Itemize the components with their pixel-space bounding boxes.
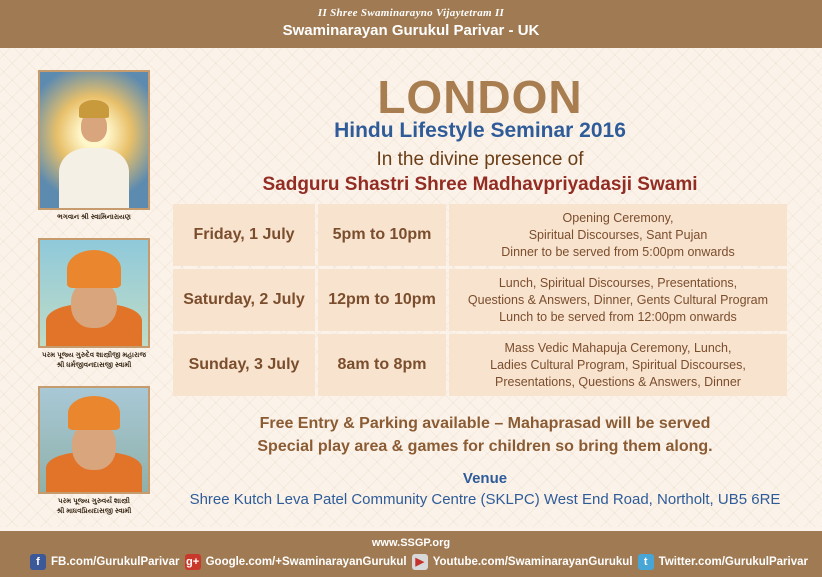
robe-shape	[59, 148, 129, 208]
schedule-table	[170, 201, 790, 399]
google-plus-icon: g+	[186, 556, 200, 568]
twitter-icon: t	[638, 554, 654, 570]
turban-shape	[68, 396, 120, 430]
social-links	[0, 554, 822, 570]
youtube-icon: ▶	[412, 554, 428, 570]
info-children-play-area: Special play area & games for children so bring them along.	[257, 438, 713, 455]
header-bar	[0, 0, 822, 48]
table-row	[173, 334, 787, 396]
schedule-line: Opening Ceremony,	[562, 210, 674, 225]
portrait-madhavpriyadasji-swami	[38, 386, 150, 494]
schedule-description	[449, 269, 787, 331]
social-link-text: FB.com/GurukulParivar	[51, 556, 180, 568]
schedule-line: Presentations, Questions & Answers, Dinner	[495, 374, 741, 389]
schedule-day: Saturday, 2 July	[173, 269, 315, 331]
header-subtitle: II Shree Swaminarayno Vijaytetram II	[317, 7, 505, 19]
event-guest: Sadguru Shastri Shree Madhavpriyadasji Swami	[262, 174, 698, 195]
social-link-twitter[interactable]	[638, 554, 808, 570]
portrait-caption-3-line2: શ્રી માધવપ્રિયદાસજી સ્વામી	[56, 508, 132, 515]
schedule-line: Questions & Answers, Dinner, Gents Cultural Program	[467, 292, 769, 307]
schedule-day: Friday, 1 July	[173, 204, 315, 266]
schedule-line: Lunch, Spiritual Discourses, Presentations,	[498, 275, 738, 290]
schedule-time: 5pm to 10pm	[318, 204, 446, 266]
portrait-caption-1: ભગવાન શ્રી સ્વામિનારાયણ	[57, 214, 131, 221]
social-link-text: Youtube.com/SwaminarayanGurukul	[432, 556, 633, 568]
portrait-caption-2-line2: શ્રી ધર્મજીવનદાસજી સ્વામી	[56, 362, 132, 369]
website-link[interactable]: www.SSGP.org	[371, 537, 451, 549]
portrait-bhagwan-swaminarayan	[38, 70, 150, 210]
venue-label: Venue	[462, 470, 508, 487]
schedule-line: Lunch to be served from 12:00pm onwards	[499, 309, 737, 324]
facebook-icon: f	[30, 554, 46, 570]
schedule-day: Sunday, 3 July	[173, 334, 315, 396]
social-link-facebook[interactable]	[30, 554, 179, 570]
schedule-line: Mass Vedic Mahapuja Ceremony, Lunch,	[504, 340, 732, 355]
portrait-caption-3-line1: પરમ પૂજ્ય ગુરુવર્ય શાસ્ત્રી	[58, 498, 130, 505]
venue-address: Shree Kutch Leva Patel Community Centre (SKLPC) West End Road, Northolt, UB5 6RE	[189, 491, 781, 508]
portrait-column	[34, 70, 154, 517]
social-link-google-plus[interactable]	[185, 554, 407, 570]
schedule-time: 8am to 8pm	[318, 334, 446, 396]
header-title: Swaminarayan Gurukul Parivar - UK	[282, 22, 540, 39]
event-city: LONDON	[377, 71, 583, 123]
portrait-dharmajivandasji-swami	[38, 238, 150, 348]
social-link-youtube[interactable]	[412, 554, 633, 570]
schedule-line: Spiritual Discourses, Sant Pujan	[528, 227, 708, 242]
turban-shape	[67, 250, 121, 288]
portrait-caption-3	[34, 497, 154, 517]
schedule-description	[449, 204, 787, 266]
event-name: Hindu Lifestyle Seminar 2016	[334, 119, 626, 142]
schedule-line: Dinner to be served from 5:00pm onwards	[501, 244, 735, 259]
portrait-caption-2-line1: પરમ પૂજ્ય ગુરુદેવ શાસ્ત્રીજી મહારાજ	[42, 352, 146, 359]
crown-shape	[79, 100, 109, 118]
table-row	[173, 204, 787, 266]
social-link-text: Google.com/+SwaminarayanGurukul	[205, 556, 407, 568]
info-entry-parking: Free Entry & Parking available – Mahaprasad will be served	[259, 415, 711, 432]
footer-bar	[0, 531, 822, 577]
event-presence: In the divine presence of	[376, 149, 584, 170]
schedule-description	[449, 334, 787, 396]
schedule-time: 12pm to 10pm	[318, 269, 446, 331]
table-row	[173, 269, 787, 331]
schedule-line: Ladies Cultural Program, Spiritual Discourses,	[490, 357, 746, 372]
portrait-caption-2	[34, 351, 154, 371]
social-link-text: Twitter.com/GurukulParivar	[658, 556, 808, 568]
